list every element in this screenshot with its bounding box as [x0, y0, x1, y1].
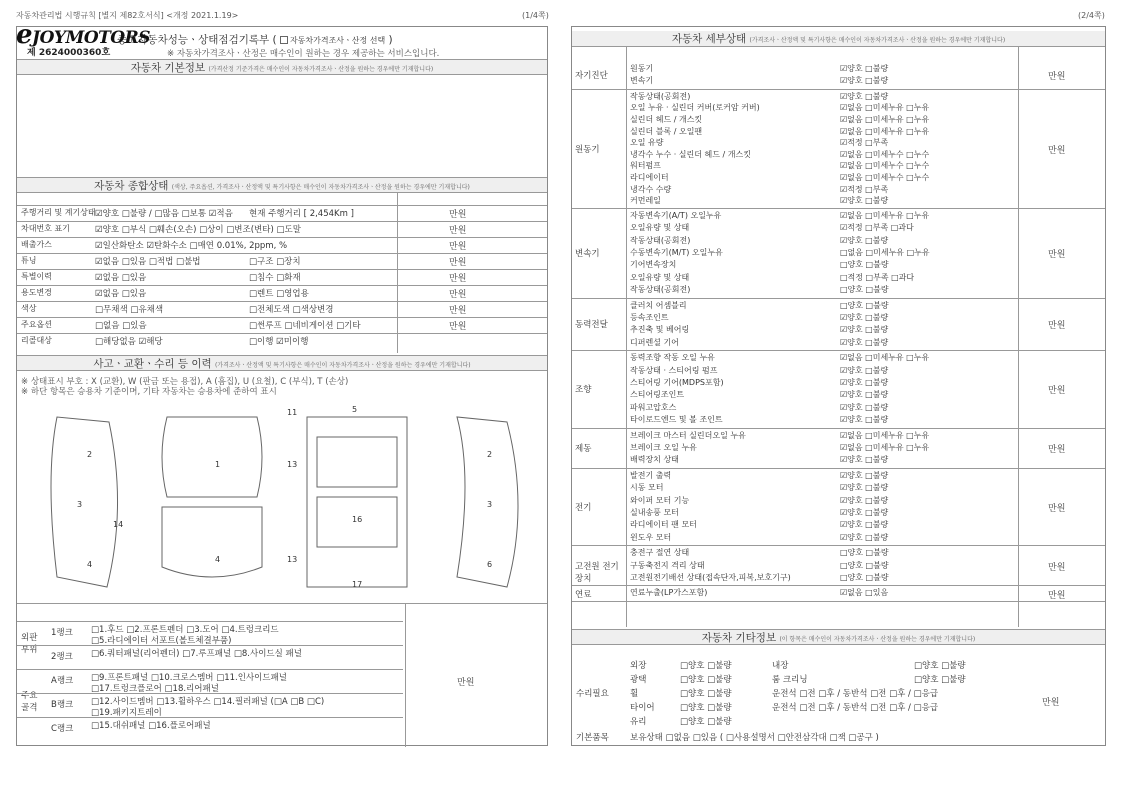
- summary-row-line: [17, 285, 547, 286]
- summary-row-line: [17, 253, 547, 254]
- rank-label: C랭크: [51, 724, 74, 734]
- detail-status: □양호 □불량: [840, 560, 889, 570]
- other-status-2: □양호 □불량: [914, 661, 966, 671]
- detail-item: 브레이크 마스터 실린더오일 누유: [630, 430, 746, 440]
- detail-group-label: 고전원 전기장치: [575, 561, 619, 584]
- detail-item: 클러치 어셈블리: [630, 300, 687, 310]
- main-frame-label: 주요 골격: [21, 691, 38, 713]
- detail-item: 냉각수 수량: [630, 184, 672, 194]
- outer-panel-label: 외판 부위: [21, 633, 38, 655]
- detail-status: ☑양호 □불량: [840, 64, 889, 73]
- svg-text:1: 1: [215, 460, 221, 469]
- detail-status: ☑없음 □미세누수 □누수: [840, 149, 930, 159]
- legend: ※ 상태표시 부호 : X (교환), W (판금 또는 용접), A (흠집), U (요철), C (부식), T (손상): [21, 377, 349, 387]
- svg-text:13: 13: [287, 555, 298, 564]
- detail-item: 브레이크 오일 누유: [630, 443, 697, 452]
- summary-row-options: ☑없음 □있음: [95, 273, 147, 283]
- svg-text:6: 6: [487, 560, 493, 569]
- detail-status: ☑양호 □불량: [840, 520, 889, 530]
- detail-group-line: [572, 585, 1105, 586]
- rank-label: 2랭크: [51, 652, 73, 662]
- summary-row-price: 만원: [449, 306, 467, 316]
- summary-row-options: ☑없음 □있음 □적법 □불법: [95, 257, 201, 267]
- detail-group-label: 연료: [575, 589, 592, 600]
- detail-status: ☑없음 □미세누수 □누수: [840, 173, 930, 182]
- svg-text:3: 3: [487, 500, 493, 509]
- detail-status: ☑없음 □미세누유 □누유: [840, 115, 930, 124]
- price-option-checkbox[interactable]: [280, 36, 288, 44]
- detail-status: ☑없음 □미세누수 □누수: [840, 161, 930, 171]
- detail-status: ☑없음 □미세누유 □누유: [840, 210, 930, 220]
- summary-row-line: [17, 333, 547, 334]
- detail-item: 연료누출(LP가스포함): [630, 588, 708, 598]
- car-diagram: [17, 397, 549, 597]
- svg-text:2: 2: [87, 450, 93, 459]
- summary-row-line: [17, 301, 547, 302]
- detail-group-line: [572, 89, 1105, 90]
- summary-row-label: 색상: [21, 304, 37, 313]
- detail-status: ☑양호 □불량: [840, 402, 889, 412]
- detail-item: 실내송풍 모터: [630, 508, 679, 517]
- other-price: 만원: [1042, 698, 1060, 708]
- detail-item: 작동상태(공회전): [630, 91, 691, 101]
- detail-group-label: 변속기: [575, 249, 600, 260]
- detail-item: 동력조향 작동 오일 누유: [630, 353, 715, 363]
- other-item: 휠: [630, 689, 639, 699]
- other-status: □양호 □불량: [680, 689, 732, 699]
- summary-row-options: □없음 □있음: [95, 321, 147, 331]
- detail-item: 시동 모터: [630, 483, 664, 493]
- svg-text:2: 2: [487, 450, 493, 459]
- detail-status: □양호 □불량: [840, 573, 889, 582]
- summary-row-label: 용도변경: [21, 288, 52, 297]
- other-status: □양호 □불량: [680, 675, 732, 685]
- detail-status: ☑양호 □불량: [840, 313, 889, 322]
- other-item: 타이어: [630, 703, 655, 713]
- detail-group-line: [572, 428, 1105, 429]
- detail-status: □없음 □미세누유 □누유: [840, 248, 930, 257]
- detail-status: ☑없음 □미세누유 □누유: [840, 103, 930, 113]
- summary-row-extra: 현재 주행거리 [ 2,454Km ]: [249, 209, 354, 219]
- summary-row-label: 주행거리 및 계기상태: [21, 208, 96, 217]
- detail-group-line: [572, 350, 1105, 351]
- summary-row-price: 만원: [449, 258, 467, 268]
- basic-info-section: 자동차 기본정보 (가격산정 기준가격은 매수인이 자동차가격조사ㆍ산정을 원하는 경우에만 기재합니다): [17, 59, 547, 75]
- left-page: [16, 26, 548, 746]
- detail-item: 구동축전지 격리 상태: [630, 560, 705, 570]
- right-page: [571, 26, 1106, 746]
- detail-item: 라디에이터: [630, 173, 669, 182]
- detail-group-price: 만원: [1048, 321, 1066, 332]
- car-side-left: [51, 417, 118, 587]
- summary-row-label: 특별이력: [21, 272, 52, 281]
- summary-row-price: 만원: [449, 242, 467, 252]
- detail-status: ☑양호 □불량: [840, 235, 889, 245]
- detail-group-line: [572, 545, 1105, 546]
- detail-item: 실린더 블록 / 오일팬: [630, 126, 703, 136]
- rank-label: 1랭크: [51, 628, 73, 638]
- accident-section: 사고ㆍ교환ㆍ수리 등 이력 (가격조사ㆍ산정액 및 특기사항은 매수인이 자동차가격조사ㆍ산정을 원하는 경우에만 기재합니다): [17, 355, 547, 371]
- repair-needed-label: 수리필요: [576, 689, 609, 699]
- detail-group-label: 동력전달: [575, 320, 608, 331]
- car-top: [307, 417, 407, 587]
- detail-item: 냉각수 누수 · 실린더 헤드 / 개스킷: [630, 149, 751, 159]
- detail-group-label: 제동: [575, 444, 592, 455]
- summary-row-options: ☑없음 □있음: [95, 289, 147, 299]
- detail-status: ☑양호 □불량: [840, 378, 889, 387]
- detail-item: 디퍼렌셜 기어: [630, 337, 679, 347]
- rank-items-2: □17.트렁크플로어 □18.리어패널: [91, 684, 219, 694]
- summary-row-extra: □렌트 □영업용: [249, 289, 309, 299]
- detail-status: ☑양호 □불량: [840, 508, 889, 517]
- detail-status: ☑양호 □불량: [840, 337, 889, 347]
- detail-status: □양호 □불량: [840, 548, 889, 558]
- summary-row-line: [17, 221, 547, 222]
- detail-item: 기어변속장치: [630, 260, 677, 270]
- svg-text:17: 17: [352, 580, 363, 589]
- detail-group-price: 만원: [1048, 386, 1066, 397]
- joymotors-logo: eJOYMOTORS: [16, 20, 151, 50]
- detail-item: 스티어링조인트: [630, 390, 685, 400]
- detail-item: 자동변속기(A/T) 오일누유: [630, 210, 722, 220]
- summary-row-label: 주요옵션: [21, 320, 52, 329]
- detail-group-price: 만원: [1048, 562, 1066, 573]
- rank-row-line: [17, 621, 403, 622]
- summary-row-line: [17, 237, 547, 238]
- other-item: 광택: [630, 675, 647, 685]
- detail-item: 오일 유량: [630, 138, 664, 148]
- detail-group-price: 만원: [1048, 250, 1066, 261]
- detail-group-line: [572, 468, 1105, 469]
- svg-text:4: 4: [87, 560, 93, 569]
- detail-status: □적정 □부족 □과다: [840, 272, 915, 282]
- summary-row-extra: □침수 □화재: [249, 273, 301, 283]
- rank-items: □6.쿼터패널(리어펜더) □7.루프패널 □8.사이드실 패널: [91, 649, 302, 659]
- detail-item: 실린더 헤드 / 개스킷: [630, 115, 703, 124]
- other-item-2: 운전석 □전 □후 / 동반석 □전 □후 / □응급: [772, 689, 939, 699]
- detail-item: 오일유량 및 상태: [630, 223, 690, 233]
- rank-items: □12.사이드멤버 □13.휠하우스 □14.필러패널 (□A □B □C): [91, 697, 325, 707]
- detail-status: □양호 □불량: [840, 285, 889, 295]
- detail-status: ☑양호 □불량: [840, 455, 889, 465]
- summary-row-label: 배출가스: [21, 240, 52, 249]
- detail-status: ☑없음 □미세누유 □누유: [840, 443, 930, 452]
- detail-group-price: 만원: [1048, 445, 1066, 456]
- detail-status: ☑양호 □불량: [840, 483, 889, 493]
- svg-text:5: 5: [352, 405, 358, 414]
- summary-row-options: ☑양호 □불량 / □많음 □보통 ☑적음: [95, 209, 233, 219]
- detail-item: 타이로드엔드 및 볼 조인트: [630, 415, 723, 425]
- detail-group-line: [572, 298, 1105, 299]
- other-item: 외장: [630, 661, 647, 671]
- summary-row-options: ☑일산화탄소 ☑탄화수소 □매연 0.01%, 2ppm, %: [95, 241, 288, 251]
- detail-status: ☑적정 □부족: [840, 138, 889, 148]
- summary-row-line: [17, 317, 547, 318]
- basic-items-row: 보유상태 □없음 □있음 ( □사용설명서 □안전삼각대 □잭 □공구 ): [630, 733, 879, 743]
- summary-row-extra: □구조 □장치: [249, 257, 301, 267]
- detail-item: 변속기: [630, 76, 654, 86]
- page-number-2: (2/4쪽): [1078, 11, 1105, 20]
- detail-item: 발전기 출력: [630, 470, 672, 480]
- summary-row-line: [17, 205, 547, 206]
- detail-group-label: 원동기: [575, 144, 600, 155]
- summary-row-extra: □썬루프 □네비게이션 □기타: [249, 321, 361, 331]
- detail-item: 워터펌프: [630, 161, 661, 171]
- page-number-1: (1/4쪽): [522, 11, 549, 20]
- detail-item: 충전구 절연 상태: [630, 548, 690, 558]
- summary-row-options: □해당없음 ☑해당: [95, 337, 163, 347]
- detail-status: ☑양호 □불량: [840, 91, 889, 101]
- detail-status: ☑없음 □미세누유 □누유: [840, 353, 930, 363]
- other-item-2: 룸 크리닝: [772, 675, 808, 685]
- summary-row-label: 튜닝: [21, 256, 37, 265]
- detail-group-price: 만원: [1048, 145, 1066, 156]
- other-status: □양호 □불량: [680, 661, 732, 671]
- detail-status: ☑양호 □불량: [840, 325, 889, 335]
- svg-text:11: 11: [287, 408, 298, 417]
- detail-status: ☑양호 □불량: [840, 390, 889, 400]
- summary-row-extra: □이행 ☑미이행: [249, 337, 309, 347]
- detail-status: ☑양호 □불량: [840, 470, 889, 480]
- detail-item: 등속조인트: [630, 313, 669, 322]
- detail-group-line: [572, 208, 1105, 209]
- detail-item: 수동변속기(M/T) 오일누유: [630, 248, 723, 257]
- summary-section: 자동차 종합상태 (색상, 주요옵션, 가격조사ㆍ산정액 및 특기사항은 매수인이 자동차가격조사ㆍ산정을 원하는 경우에만 기재합니다): [17, 177, 547, 193]
- svg-text:3: 3: [77, 500, 83, 509]
- basic-items-label: 기본품목: [576, 733, 609, 743]
- other-status-2: □양호 □불량: [914, 675, 966, 685]
- detail-status: ☑없음 □미세누유 □누유: [840, 126, 930, 136]
- page-title: 중고자동차성능ㆍ상태점검기록부 ( 자동차가격조사ㆍ산정 선택 ): [117, 34, 393, 46]
- svg-text:13: 13: [287, 460, 298, 469]
- detail-group-label: 자기진단: [575, 71, 608, 82]
- doc-number: 제 2624000360호: [27, 48, 111, 58]
- detail-item: 작동상태(공회전): [630, 285, 691, 295]
- detail-status: ☑없음 □미세누유 □누유: [840, 430, 930, 440]
- detail-status: ☑양호 □불량: [840, 196, 889, 206]
- exchange-price: 만원: [457, 678, 475, 688]
- other-status: □양호 □불량: [680, 703, 732, 713]
- rank-items-2: □19.패키지트레이: [91, 708, 162, 718]
- detail-item: 오일유량 및 상태: [630, 272, 690, 282]
- detail-item: 와이퍼 모터 기능: [630, 495, 690, 505]
- form-header: 자동차관리법 시행규칙 [별지 제82호서식] <개정 2021.1.19>: [16, 11, 239, 20]
- summary-row-price: 만원: [449, 290, 467, 300]
- detail-group-price: 만원: [1048, 504, 1066, 514]
- other-status: □양호 □불량: [680, 717, 732, 727]
- summary-row-label: 리콜대상: [21, 336, 52, 345]
- rank-items: □1.후드 □2.프론트펜더 □3.도어 □4.트렁크리드: [91, 625, 279, 635]
- svg-text:14: 14: [113, 520, 124, 529]
- detail-status: ☑양호 □불량: [840, 365, 889, 375]
- rank-row-line: [17, 669, 403, 670]
- other-item: 유리: [630, 717, 647, 727]
- detail-group-line: [572, 601, 1105, 602]
- detail-status: ☑양호 □불량: [840, 76, 889, 86]
- summary-row-price: 만원: [449, 322, 467, 332]
- detail-status: ☑양호 □불량: [840, 532, 889, 542]
- rank-label: A랭크: [51, 676, 74, 686]
- detail-group-label: 전기: [575, 503, 592, 513]
- title-note: ※ 자동차가격조사ㆍ산정은 매수인이 원하는 경우 제공하는 서비스입니다.: [167, 49, 440, 59]
- detail-status: ☑없음 □있음: [840, 588, 889, 598]
- summary-row-price: 만원: [449, 210, 467, 220]
- summary-row-extra: □전체도색 □색상변경: [249, 305, 334, 315]
- svg-text:16: 16: [352, 515, 363, 524]
- other-item-2: 운전석 □전 □후 / 동반석 □전 □후 / □응급: [772, 703, 939, 713]
- rank-row-line: [17, 717, 403, 718]
- car-front: [162, 417, 262, 577]
- detail-status: ☑적정 □부족: [840, 184, 889, 194]
- detail-status: ☑양호 □불량: [840, 415, 889, 425]
- other-section: 자동차 기타정보 (이 항목은 매수인이 자동차가격조사ㆍ산정을 원하는 경우에만 기재합니다): [572, 629, 1105, 645]
- detail-item: 원동기: [630, 64, 654, 73]
- detail-item: 추진축 및 베어링: [630, 325, 690, 335]
- detail-status: □양호 □불량: [840, 260, 889, 270]
- summary-row-line: [17, 269, 547, 270]
- rank-items: □15.대쉬패널 □16.플로어패널: [91, 721, 211, 731]
- detail-item: 고전원전기배선 상태(접속단자,피복,보호기구): [630, 573, 791, 582]
- detail-status: ☑적정 □부족 □과다: [840, 223, 914, 233]
- summary-row-options: □무채색 □유채색: [95, 305, 164, 315]
- detail-section: 자동차 세부상태 (가격조사ㆍ산정액 및 특기사항은 매수인이 자동차가격조사ㆍ산정을 원하는 경우에만 기재합니다): [572, 31, 1105, 47]
- rank-row-line: [17, 645, 403, 646]
- rank-items: □9.프론트패널 □10.크로스멤버 □11.인사이드패널: [91, 673, 288, 683]
- detail-group-price: 만원: [1048, 590, 1066, 601]
- rank-row-line: [17, 693, 403, 694]
- rank-label: B랭크: [51, 700, 74, 710]
- detail-item: 커먼레일: [630, 196, 661, 206]
- detail-status: □양호 □불량: [840, 300, 889, 310]
- other-item-2: 내장: [772, 661, 789, 671]
- detail-item: 작동상태(공회전): [630, 235, 691, 245]
- summary-row-options: ☑양호 □부식 □훼손(오손) □상이 □변조(변타) □도말: [95, 225, 301, 235]
- legend-note: ※ 하단 항목은 승용차 기준이며, 기타 자동차는 승용차에 준하여 표시: [21, 387, 277, 397]
- detail-item: 윈도우 모터: [630, 532, 672, 542]
- detail-item: 라디에이터 팬 모터: [630, 520, 697, 530]
- summary-row-price: 만원: [449, 274, 467, 284]
- rank-items-2: □5.라디에이터 서포트(볼트체결부품): [91, 636, 232, 646]
- detail-group-price: 만원: [1048, 72, 1066, 83]
- svg-text:4: 4: [215, 555, 221, 564]
- detail-group-label: 조향: [575, 385, 592, 396]
- detail-item: 배력장치 상태: [630, 455, 679, 465]
- summary-row-label: 차대번호 표기: [21, 224, 70, 233]
- detail-item: 스티어링 기어(MDPS포함): [630, 378, 724, 387]
- summary-row-price: 만원: [449, 226, 467, 236]
- detail-item: 오일 누유 · 실린더 커버(로커암 커버): [630, 103, 760, 113]
- detail-status: ☑양호 □불량: [840, 495, 889, 505]
- detail-item: 파워고압호스: [630, 402, 677, 412]
- detail-item: 작동상태 · 스티어링 펌프: [630, 365, 718, 375]
